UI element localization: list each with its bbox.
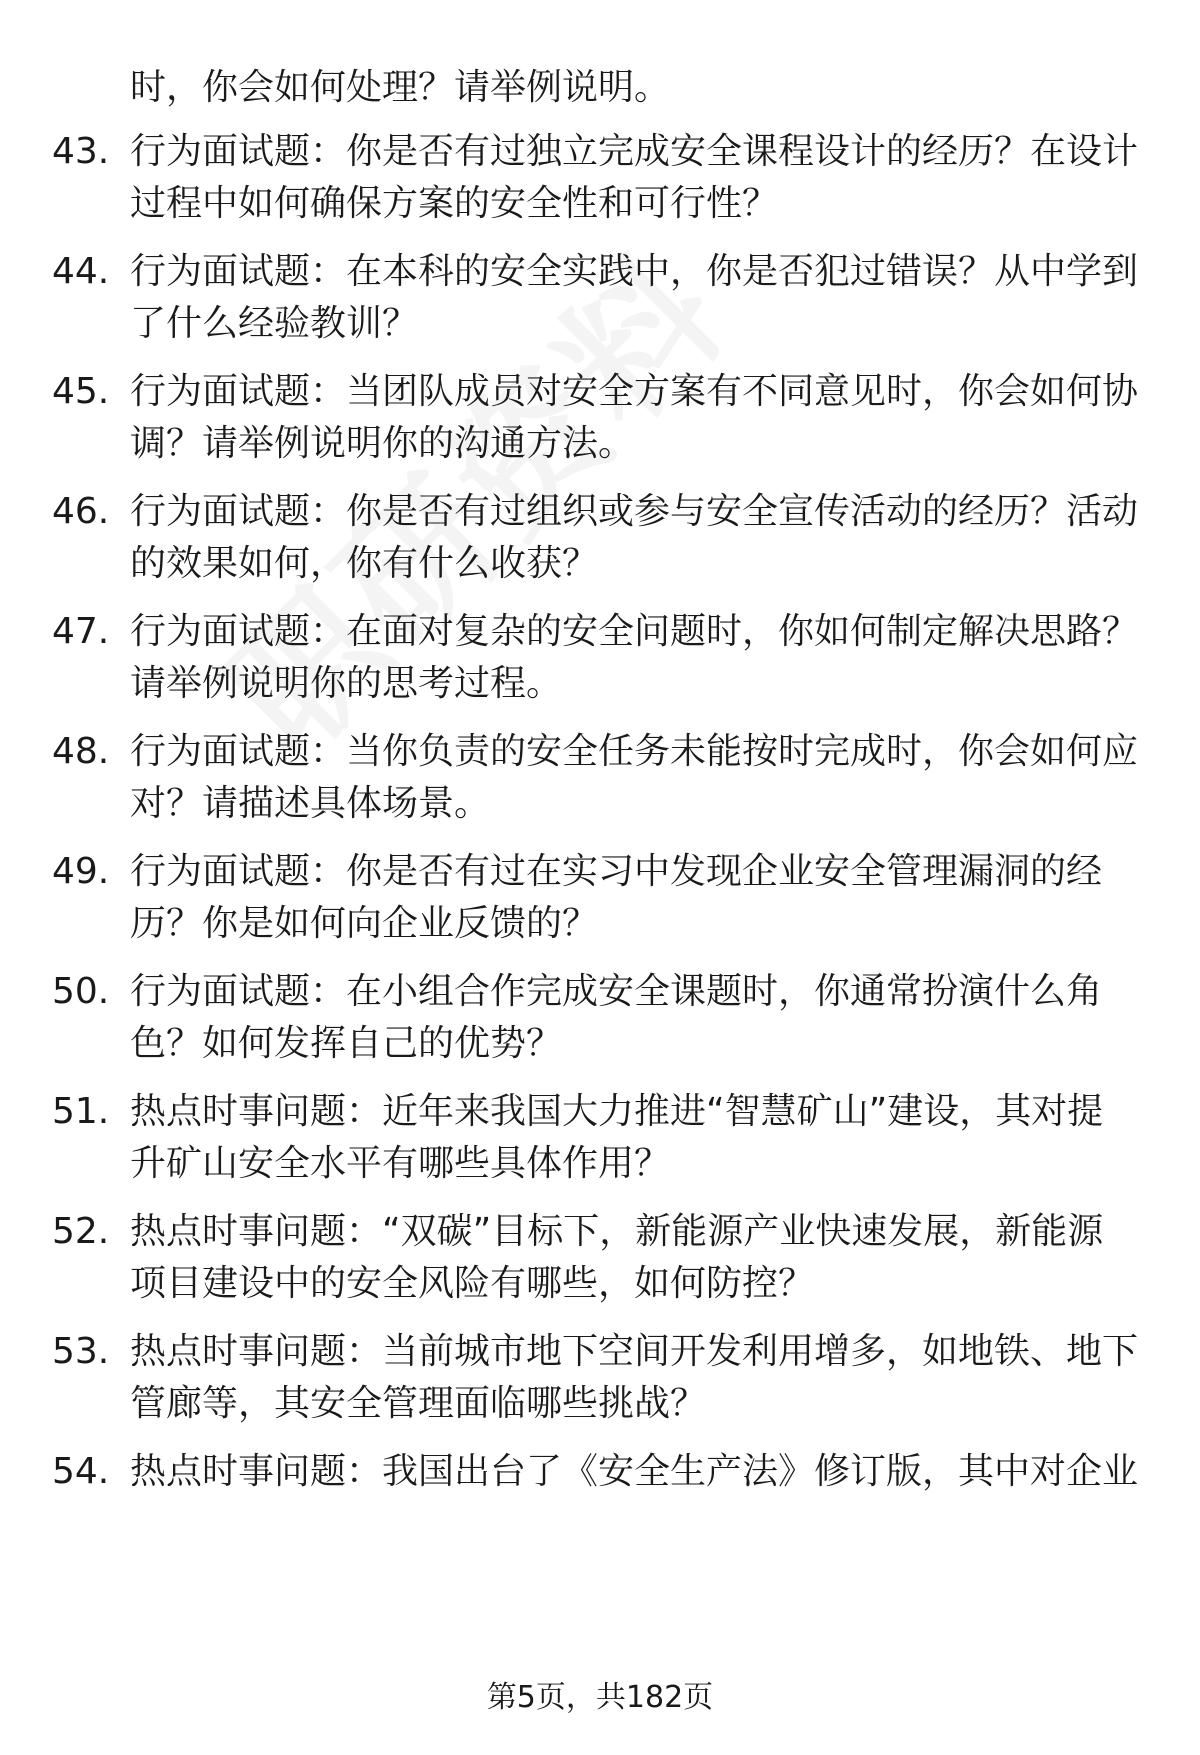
continuation-line: 时，你会如何处理？请举例说明。 bbox=[130, 67, 671, 108]
item-number: 49. bbox=[52, 851, 110, 892]
item-text bbox=[130, 1446, 1150, 1498]
item-text-line: 热点时事问题：我国出台了《安全生产法》修订版，其中对企业 bbox=[130, 1451, 1139, 1492]
item-text-line: 热点时事问题：近年来我国大力推进“智慧矿山”建设，其对提 bbox=[130, 1091, 1104, 1132]
item-text-line: 对？请描述具体场景。 bbox=[130, 783, 491, 824]
item-text-line: 行为面试题：你是否有过独立完成安全课程设计的经历？在设计 bbox=[130, 131, 1139, 172]
item-number: 54. bbox=[52, 1451, 110, 1492]
item-text-line: 行为面试题：在小组合作完成安全课题时，你通常扮演什么角 bbox=[130, 971, 1103, 1012]
item-text bbox=[130, 846, 1150, 950]
item-text bbox=[130, 1086, 1150, 1190]
item-text-line: 行为面试题：当团队成员对安全方案有不同意见时，你会如何协 bbox=[130, 371, 1139, 412]
item-text-line: 行为面试题：在本科的安全实践中，你是否犯过错误？从中学到 bbox=[130, 251, 1139, 292]
item-text-line: 了什么经验教训？ bbox=[130, 303, 419, 344]
item-text-line: 色？如何发挥自己的优势？ bbox=[130, 1023, 563, 1064]
item-text-line: 热点时事问题：“双碳”目标下，新能源产业快速发展，新能源 bbox=[130, 1211, 1104, 1252]
item-text bbox=[130, 726, 1150, 830]
item-text-line: 行为面试题：当你负责的安全任务未能按时完成时，你会如何应 bbox=[130, 731, 1139, 772]
item-number: 52. bbox=[52, 1211, 110, 1252]
item-text-line: 行为面试题：你是否有过在实习中发现企业安全管理漏洞的经 bbox=[130, 851, 1103, 892]
item-text bbox=[130, 966, 1150, 1070]
item-text bbox=[130, 1206, 1150, 1310]
item-number: 44. bbox=[52, 251, 110, 292]
item-text-line: 的效果如何，你有什么收获？ bbox=[130, 543, 599, 584]
item-text-line: 管廊等，其安全管理面临哪些挑战？ bbox=[130, 1383, 707, 1424]
item-text-line: 请举例说明你的思考过程。 bbox=[130, 663, 563, 704]
item-number: 45. bbox=[52, 371, 110, 412]
item-text bbox=[130, 366, 1150, 470]
item-text-line: 热点时事问题：当前城市地下空间开发利用增多，如地铁、地下 bbox=[130, 1331, 1139, 1372]
item-number: 47. bbox=[52, 611, 110, 652]
item-number: 51. bbox=[52, 1091, 110, 1132]
item-text bbox=[130, 246, 1150, 350]
item-text-line: 历？你是如何向企业反馈的？ bbox=[130, 903, 599, 944]
item-number: 50. bbox=[52, 971, 110, 1012]
item-text-line: 行为面试题：在面对复杂的安全问题时，你如何制定解决思路？ bbox=[130, 611, 1139, 652]
item-text bbox=[130, 1326, 1150, 1430]
item-text bbox=[130, 126, 1150, 230]
item-text-line: 过程中如何确保方案的安全性和可行性？ bbox=[130, 183, 779, 224]
page-footer: 第5页，共182页 bbox=[486, 1680, 714, 1715]
item-number: 53. bbox=[52, 1331, 110, 1372]
item-number: 46. bbox=[52, 491, 110, 532]
item-text bbox=[130, 486, 1150, 590]
item-number: 48. bbox=[52, 731, 110, 772]
item-number: 43. bbox=[52, 131, 110, 172]
item-text-line: 项目建设中的安全风险有哪些，如何防控？ bbox=[130, 1263, 815, 1304]
item-text-line: 调？请举例说明你的沟通方法。 bbox=[130, 423, 635, 464]
item-text-line: 升矿山安全水平有哪些具体作用？ bbox=[130, 1143, 671, 1184]
item-text bbox=[130, 606, 1150, 710]
item-text-line: 行为面试题：你是否有过组织或参与安全宣传活动的经历？活动 bbox=[130, 491, 1139, 532]
